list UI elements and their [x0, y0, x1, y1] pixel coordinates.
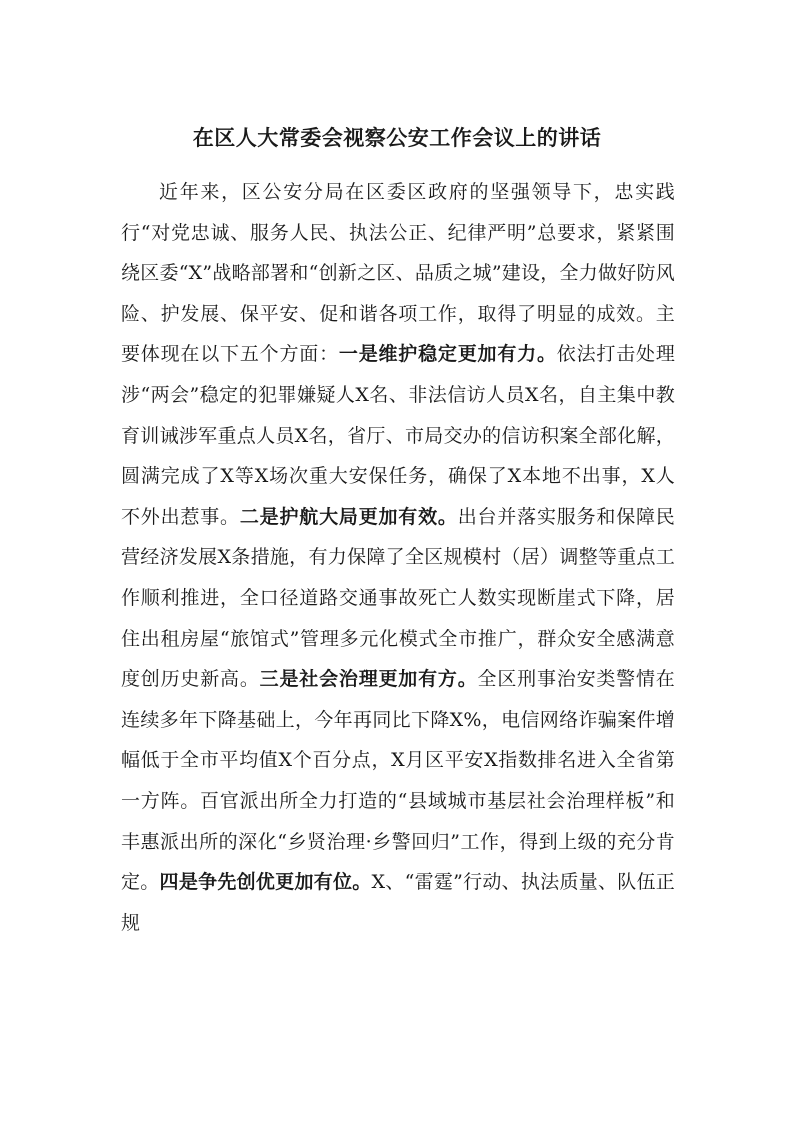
emphasis-heading-excellence: 四是争先创优更加有位。: [159, 871, 372, 894]
text-run: 近年来，区公安分局在区委区政府的坚强领导下，忠实践行“对党忠诚、服务人民、执法公正、纪律严明”总要求，紧紧围绕区委“X”战略部署和“创新之区、品质之城”建设，全力做好防风险、护发展、保平安、促和谐各项工作，取得了明显的成效。主要体现在以下五个方面：: [121, 181, 675, 366]
text-run: 全区刑事治安类警情在连续多年下降基础上，今年再同比下降X%，电信网络诈骗案件增幅低于全市平均值X个百分点，X月区平安X指数排名进入全省第一方阵。百官派出所全力打造的“县域城市基层社会治理样板”和丰惠派出所的深化“乡贤治理·乡警回归”工作，得到上级的充分肯定。: [121, 668, 675, 894]
body-paragraph: [121, 172, 675, 943]
document-title: 在区人大常委会视察公安工作会议上的讲话: [192, 126, 602, 150]
emphasis-heading-development: 二是护航大局更加有效。: [239, 505, 458, 528]
text-run: 出台并落实服务和保障民营经济发展X条措施，有力保障了全区规模村（居）调整等重点工作顺利推进，全口径道路交通事故死亡人数实现断崖式下降，居住出租房屋“旅馆式”管理多元化模式全市推广，群众安全感满意度创历史新高。: [121, 505, 676, 691]
emphasis-heading-governance: 三是社会治理更加有方。: [259, 668, 478, 691]
emphasis-heading-stability: 一是维护稳定更加有力。: [338, 343, 557, 366]
text-run: X、“雷霆”行动、执法质量、队伍正规: [121, 871, 676, 934]
text-run: 依法打击处理涉“两会”稳定的犯罪嫌疑人X名、非法信访人员X名，自主集中教育训诫涉军重点人员X名，省厅、市局交办的信访积案全部化解，圆满完成了X等X场次重大安保任务，确保了X本地不出事，X人不外出惹事。: [121, 343, 676, 528]
